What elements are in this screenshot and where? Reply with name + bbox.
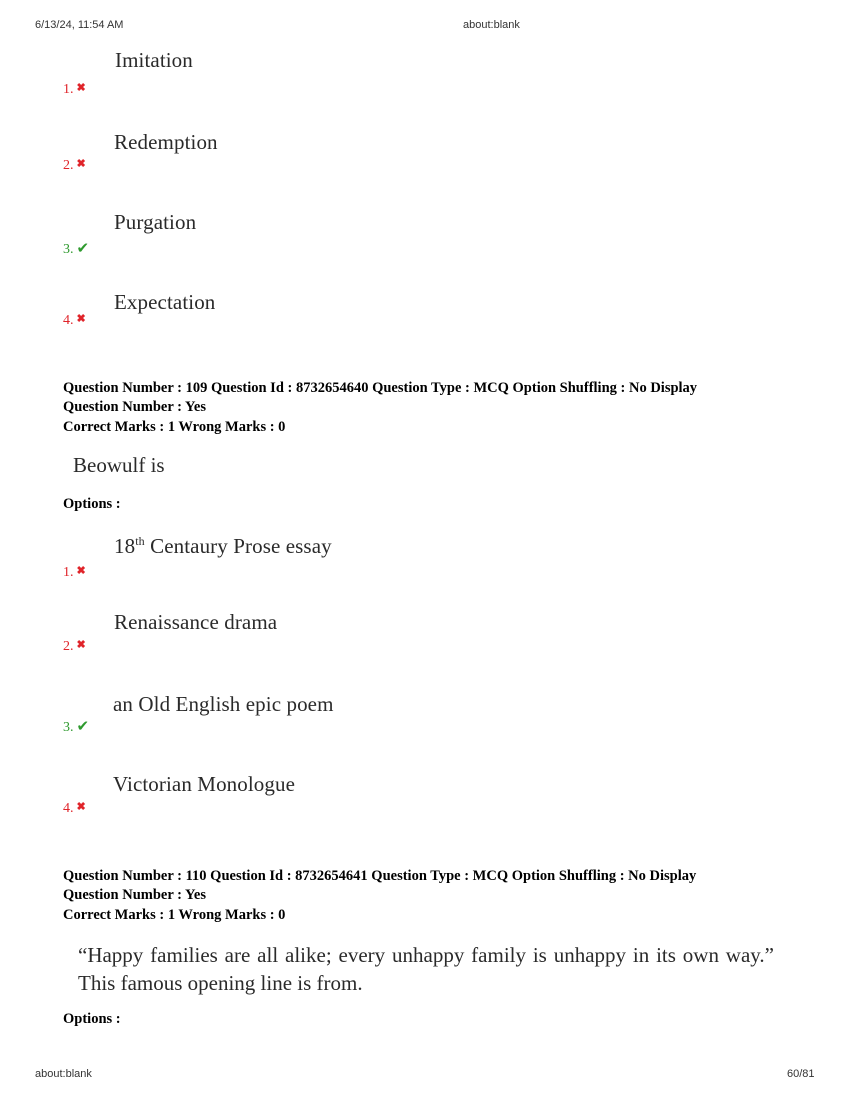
option-text: Renaissance drama xyxy=(114,610,278,634)
option-number-label: 2. xyxy=(63,158,74,173)
cross-icon: ✖ xyxy=(76,639,86,651)
options-label: Options : xyxy=(63,496,121,512)
print-datetime: 6/13/24, 11:54 AM xyxy=(35,19,124,31)
question-stem: Beowulf is xyxy=(73,453,165,477)
page-number: 60/81 xyxy=(787,1068,815,1080)
options-label: Options : xyxy=(63,1011,121,1027)
option-text: Victorian Monologue xyxy=(113,772,296,796)
option-text-suffix: Centaury Prose essay xyxy=(144,534,332,558)
question-marks: Correct Marks : 1 Wrong Marks : 0 xyxy=(63,907,286,923)
question-meta: Question Number : 110 Question Id : 8732654641 Question Type : MCQ Option Shuffling : No Display xyxy=(63,868,697,884)
checkmark-icon: ✔ xyxy=(76,241,90,257)
question-stem: “Happy families are all alike; every unhappy family is unhappy in its own way.” This famous opening line is from. xyxy=(78,943,774,995)
option-number xyxy=(63,564,86,581)
option-number xyxy=(63,239,89,258)
option-number xyxy=(63,81,86,98)
option-number xyxy=(63,800,86,817)
question-marks: Correct Marks : 1 Wrong Marks : 0 xyxy=(63,419,286,435)
print-footer-url: about:blank xyxy=(35,1068,92,1080)
option-text-prefix: 18 xyxy=(114,534,136,558)
option-number-label: 3. xyxy=(63,720,74,735)
option-number-label: 3. xyxy=(63,242,74,257)
option-number-label: 4. xyxy=(63,313,74,328)
option-text: an Old English epic poem xyxy=(113,692,334,716)
option-number-label: 2. xyxy=(63,639,74,654)
cross-icon: ✖ xyxy=(76,313,86,325)
question-meta: Question Number : 109 Question Id : 8732654640 Question Type : MCQ Option Shuffling : No Display xyxy=(63,380,698,396)
option-text xyxy=(114,534,332,559)
checkmark-icon: ✔ xyxy=(76,719,90,735)
option-text-superscript: th xyxy=(135,534,145,548)
print-title: about:blank xyxy=(463,19,520,31)
option-number xyxy=(63,157,86,174)
option-number-label: 4. xyxy=(63,801,74,816)
option-number xyxy=(63,312,86,329)
question-meta-display: Question Number : Yes xyxy=(63,887,206,903)
cross-icon: ✖ xyxy=(76,801,86,813)
cross-icon: ✖ xyxy=(76,158,86,170)
option-text: Redemption xyxy=(114,130,218,154)
option-number xyxy=(63,717,89,736)
option-text: Imitation xyxy=(115,48,193,72)
option-text: Purgation xyxy=(114,210,197,234)
cross-icon: ✖ xyxy=(76,82,86,94)
option-number-label: 1. xyxy=(63,565,74,580)
cross-icon: ✖ xyxy=(76,565,86,577)
option-number xyxy=(63,638,86,655)
question-meta-display: Question Number : Yes xyxy=(63,399,206,415)
option-text: Expectation xyxy=(114,290,216,314)
option-number-label: 1. xyxy=(63,82,74,97)
